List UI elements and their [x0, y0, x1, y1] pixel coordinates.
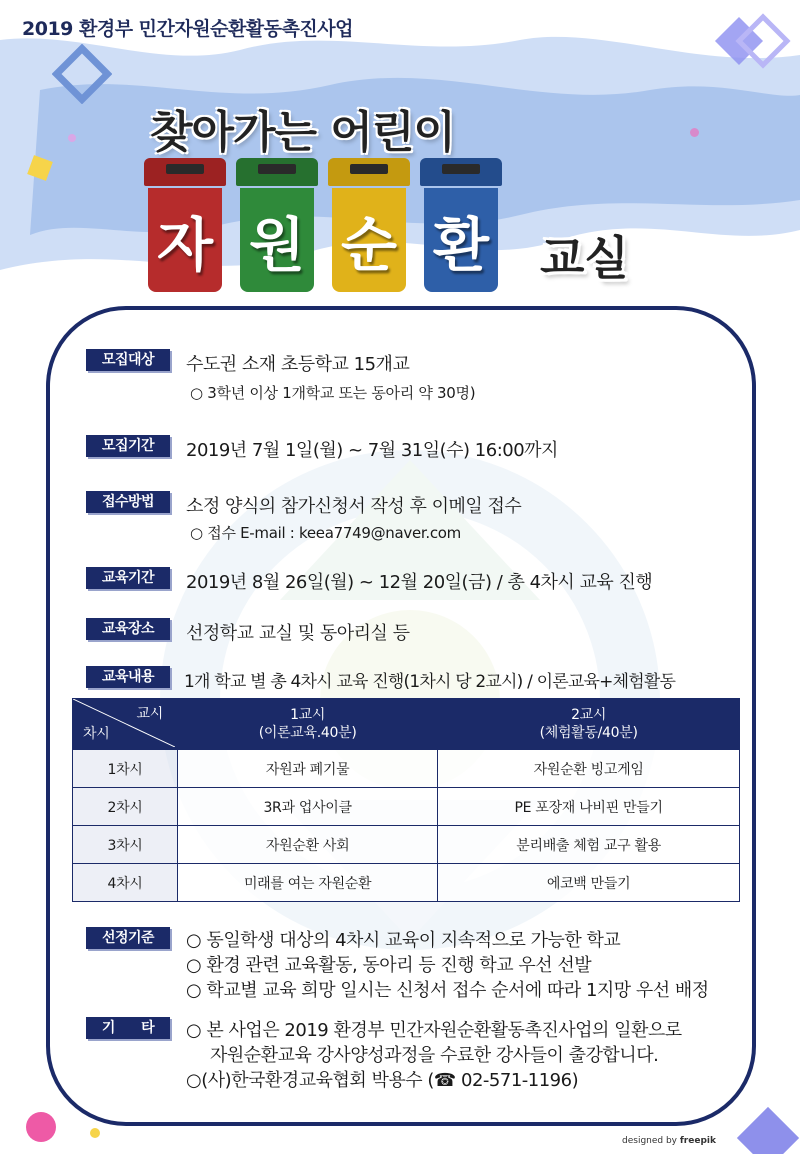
contact-line: ○(사)한국환경교육협회 박용수 (☎ 02-571-1196): [186, 1070, 579, 1091]
column-subtitle: (체험활동/40분): [539, 725, 638, 741]
column-title: 2교시: [571, 707, 607, 723]
column-title: 1교시: [290, 707, 326, 723]
credit-prefix: designed by: [622, 1136, 678, 1146]
apply-email-note: ○ 접수 E-mail : keea7749@naver.com: [190, 524, 461, 542]
table-cell: 미래를 여는 자원순환: [178, 864, 438, 902]
label-criteria: 선정기준: [86, 927, 170, 949]
poster-subtitle: 찾아가는 어린이: [150, 107, 455, 158]
table-header-row: [73, 699, 740, 750]
criteria-line: ○ 환경 관련 교육활동, 동아리 등 진행 학교 우선 선발: [186, 955, 592, 976]
program-title: 2019 환경부 민간자원순환활동촉진사업: [22, 18, 353, 40]
design-credit: [622, 1136, 716, 1146]
diamond-icon: [712, 10, 792, 80]
table-row: [73, 788, 740, 826]
session-cell: 3차시: [73, 826, 178, 864]
credit-brand: freepik: [679, 1136, 716, 1146]
criteria-line: ○ 학교별 교육 희망 일시는 신청서 접수 순서에 따라 1지망 우선 배정: [186, 980, 709, 1001]
table-cell: 에코백 만들기: [438, 864, 740, 902]
table-corner-cell: [73, 699, 178, 750]
recruit-period-text: 2019년 7월 1일(월) ~ 7월 31일(수) 16:00까지: [186, 440, 558, 461]
edu-period-text: 2019년 8월 26일(월) ~ 12월 20일(금) / 총 4차시 교육 진행: [186, 572, 653, 593]
edu-content-text: 1개 학교 별 총 4차시 교육 진행(1차시 당 2교시) / 이론교육+체험활동: [184, 672, 676, 692]
label-edu-place: 교육장소: [86, 618, 170, 640]
session-cell: 2차시: [73, 788, 178, 826]
etc-line: 자원순환교육 강사양성과정을 수료한 강사들이 출강합니다.: [210, 1045, 659, 1066]
edu-place-text: 선정학교 교실 및 동아리실 등: [186, 623, 410, 644]
bin-char: 환: [432, 211, 490, 279]
bin-char: 순: [340, 211, 398, 279]
bin-char: 원: [248, 211, 306, 279]
table-cell: 자원순환 사회: [178, 826, 438, 864]
dot-deco: [68, 134, 76, 142]
label-edu-period: 교육기간: [86, 567, 170, 589]
dot-deco: [90, 1128, 100, 1138]
table-row: [73, 826, 740, 864]
table-cell: PE 포장재 나비핀 만들기: [438, 788, 740, 826]
recruit-target-text: 수도권 소재 초등학교 15개교: [186, 354, 410, 375]
schedule-table: [72, 698, 740, 902]
etc-line: ○ 본 사업은 2019 환경부 민간자원순환활동촉진사업의 일환으로: [186, 1020, 682, 1041]
column-header: [438, 699, 740, 750]
table-row: [73, 864, 740, 902]
column-header: [178, 699, 438, 750]
table-cell: 분리배출 체험 교구 활용: [438, 826, 740, 864]
diamond-icon: [52, 44, 112, 104]
recycle-bin-green: [236, 158, 318, 292]
label-recruit-target: 모집대상: [86, 349, 170, 371]
session-cell: 4차시: [73, 864, 178, 902]
classroom-word: 교실: [540, 231, 629, 285]
label-recruit-period: 모집기간: [86, 435, 170, 457]
label-etc: 기 타: [86, 1017, 170, 1039]
criteria-line: ○ 동일학생 대상의 4차시 교육이 지속적으로 가능한 학교: [186, 930, 621, 951]
bin-char: 자: [156, 211, 214, 279]
label-apply-method: 접수방법: [86, 491, 170, 513]
apply-method-text: 소정 양식의 참가신청서 작성 후 이메일 접수: [186, 496, 522, 517]
table-row: [73, 750, 740, 788]
table-cell: 3R과 업사이클: [178, 788, 438, 826]
column-subtitle: (이론교육.40분): [258, 725, 357, 741]
corner-label-session: 차시: [83, 726, 110, 742]
recruit-target-note: ○ 3학년 이상 1개학교 또는 동아리 약 30명): [190, 384, 476, 402]
table-cell: 자원과 폐기물: [178, 750, 438, 788]
recycle-bin-blue: [420, 158, 502, 292]
label-edu-content: 교육내용: [86, 666, 170, 688]
recycle-bin-yellow: [328, 158, 410, 292]
table-cell: 자원순환 빙고게임: [438, 750, 740, 788]
pink-circle-deco: [26, 1112, 56, 1142]
recycle-bin-red: [144, 158, 226, 292]
dot-deco: [690, 128, 699, 137]
session-cell: 1차시: [73, 750, 178, 788]
corner-label-period: 교시: [136, 706, 163, 722]
